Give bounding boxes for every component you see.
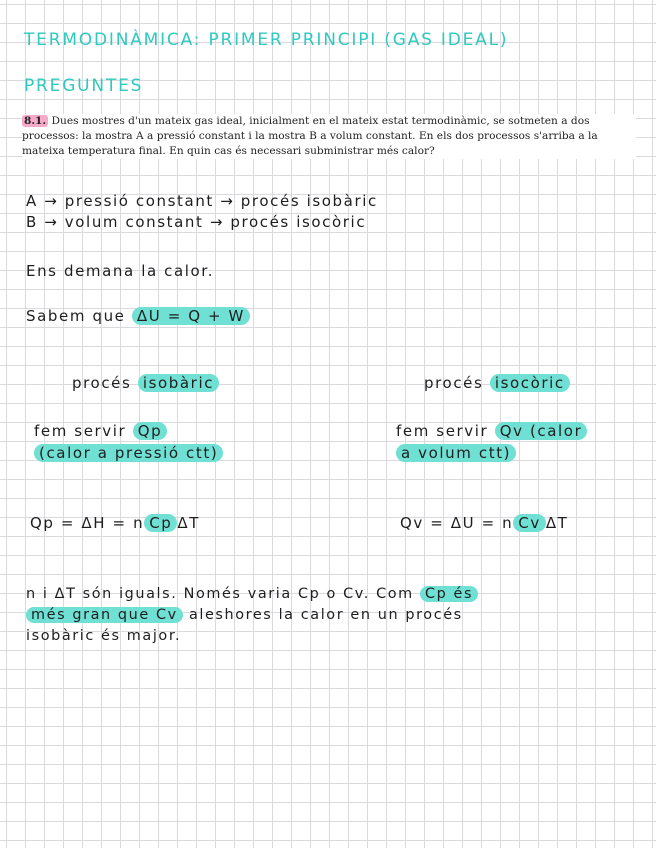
left-heading-highlight: isobàric (138, 374, 219, 392)
question-line-2: processos: la mostra A a pressió constant i la mostra B a volum constant. En els dos processos s'arriba a la (22, 130, 598, 142)
question-text (22, 114, 636, 159)
left-use-line-1: fem servir Qp (34, 422, 167, 440)
left-use-highlight: Qp (133, 422, 168, 440)
question-number: 8.1. (24, 115, 47, 127)
note-know: Sabem que ΔU = Q + W (26, 307, 250, 325)
question-line-1: 8.1. Dues mostres d'un mateix gas ideal, inicialment en el mateix estat termodinàmic, se sotmeten a dos (24, 115, 590, 127)
left-use-line-2-highlight: (calor a pressió ctt) (34, 444, 223, 462)
section-heading: PREGUNTES (24, 76, 144, 96)
right-use-line-2-highlight: a volum ctt) (396, 444, 516, 462)
right-use-line-1: fem servir Qv (calor (396, 422, 587, 440)
right-formula-highlight: Cv (513, 514, 546, 532)
question-line-3: mateixa temperatura final. En quin cas és necessari subministrar més calor? (22, 145, 435, 157)
right-heading-highlight: isocòric (490, 374, 570, 392)
note-line-b: B → volum constant → procés isocòric (26, 213, 367, 231)
conclusion-line-2: més gran que Cv aleshores la calor en un procés (26, 607, 463, 623)
first-law-formula: ΔU = Q + W (132, 307, 250, 325)
left-formula: Qp = ΔH = n Cp ΔT (30, 514, 201, 532)
conclusion-line-3: isobàric és major. (26, 628, 182, 644)
note-asks: Ens demana la calor. (26, 262, 215, 280)
right-use-line-2 (396, 444, 516, 462)
right-formula: Qv = ΔU = n Cv ΔT (400, 514, 569, 532)
right-heading: procés isocòric (424, 374, 570, 392)
page-title: TERMODINÀMICA: PRIMER PRINCIPI (GAS IDEAL) (24, 30, 509, 50)
left-use-line-2 (34, 444, 223, 462)
left-formula-highlight: Cp (144, 514, 177, 532)
conclusion-line-1: n i ΔT són iguals. Només varia Cp o Cv. Com Cp és (26, 586, 478, 602)
note-line-a: A → pressió constant → procés isobàric (26, 192, 378, 210)
left-heading: procés isobàric (72, 374, 219, 392)
right-use-highlight: Qv (calor (495, 422, 588, 440)
conclusion-highlight-2: més gran que Cv (26, 607, 183, 623)
conclusion-highlight-1: Cp és (420, 586, 478, 602)
